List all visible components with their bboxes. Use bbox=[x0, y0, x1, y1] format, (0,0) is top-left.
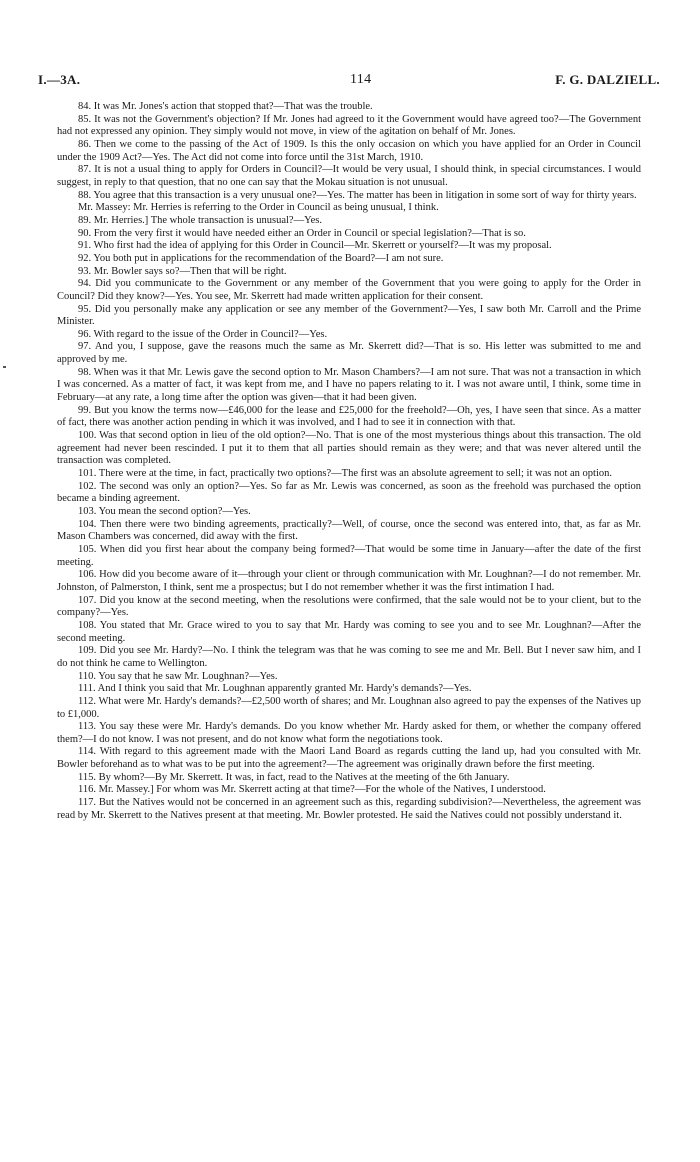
paragraph-109: 109. Did you see Mr. Hardy?—No. I think the telegram was that he was coming to see me and Mr. Bell. But I never saw him, and I do not think he came to Wellington. bbox=[57, 645, 641, 669]
paragraph-103: 103. You mean the second option?—Yes. bbox=[78, 506, 251, 517]
paragraph-102: 102. The second was only an option?—Yes. So far as Mr. Lewis was concerned, as soon as the freehold was purchased the option became a binding agreement. bbox=[57, 480, 641, 505]
paragraph-98: 98. When was it that Mr. Lewis gave the second option to Mr. Mason Chambers?—I am not sure. That was not a transaction in which I was concerned. As a matter of fact, it was kept from me, and I have no papers relating to it. I was not aware until, I think, some time in February—at any rate, a long time after the option was given—that it had been given. bbox=[57, 366, 641, 404]
document-reference: I.—3A. bbox=[38, 72, 81, 87]
interjection-massey: Mr. Massey: Mr. Herries is referring to the Order in Council as being unusual, I think. bbox=[78, 202, 439, 214]
paragraph-95: 95. Did you personally make any application or see any member of the Government?—Yes, I saw both Mr. Carroll and the Prime Minister. bbox=[57, 303, 641, 328]
paragraph-94: 94. Did you communicate to the Government or any member of the Government that you were going to apply for the Order in Council? Did they know?—Yes. You see, Mr. Skerrett had made written application for their consent. bbox=[57, 278, 641, 302]
page-header bbox=[38, 72, 660, 90]
paragraph-85: 85. It was not the Government's objection? If Mr. Jones had agreed to it the Government would have agreed too?—The Government had not expressed any opinion. They simply would not move, in view of the agitation on behalf of Mr. Jones. bbox=[57, 113, 641, 138]
paragraph-106: 106. How did you become aware of it—through your client or through communication with Mr. Loughnan?—I do not remember. Mr. Johnston, of Palmerston, I think, sent me a prospectus; but I do not remember whether it was the first intimation I had. bbox=[57, 569, 641, 593]
paragraph-105: 105. When did you first hear about the company being formed?—That would be some time in January—after the date of the first meeting. bbox=[57, 543, 641, 568]
paragraph-84: 84. It was Mr. Jones's action that stopped that?—That was the trouble. bbox=[78, 101, 373, 112]
paragraph-113: 113. You say these were Mr. Hardy's demands. Do you know whether Mr. Hardy asked for them, or whether the company offered them?—I do not know. I was not present, and do not know what form the negotiations took. bbox=[57, 721, 641, 745]
paragraph-100: 100. Was that second option in lieu of the old option?—No. That is one of the most mysterious things about this transaction. The old agreement had never been rescinded. I put it to them that all parties should remain as they were; and that was never altered until the transaction was completed. bbox=[57, 430, 641, 467]
paragraph-92: 92. You both put in applications for the recommendation of the Board?—I am not sure. bbox=[78, 252, 444, 264]
margin-mark bbox=[3, 366, 6, 368]
paragraph-90: 90. From the very first it would have needed either an Order in Council or special legislation?—That is so. bbox=[78, 227, 526, 239]
paragraph-115: 115. By whom?—By Mr. Skerrett. It was, in fact, read to the Natives at the meeting of the 6th January. bbox=[78, 771, 510, 783]
paragraph-104: 104. Then there were two binding agreements, practically?—Well, of course, once the second was entered into, that, as far as Mr. Mason Chambers was concerned, did away with the first. bbox=[57, 518, 641, 543]
paragraph-88: 88. You agree that this transaction is a very unusual one?—Yes. The matter has been in litigation in some sort of way for thirty years. bbox=[78, 189, 637, 201]
paragraph-99: 99. But you know the terms now—£46,000 for the lease and £25,000 for the freehold?—Oh, yes, I have seen that since. As a matter of fact, there was another action pending in which it was involved, and I had to see it in connection with that. bbox=[57, 404, 641, 429]
paragraph-101: 101. There were at the time, in fact, practically two options?—The first was an absolute agreement to sell; it was not an option. bbox=[78, 468, 612, 480]
paragraph-91: 91. Who first had the idea of applying for this Order in Council—Mr. Skerrett or yourself?—It was my proposal. bbox=[78, 240, 552, 252]
paragraph-114: 114. With regard to this agreement made with the Maori Land Board as regards cutting the land up, had you consulted with Mr. Bowler beforehand as to what was to be put into the agreement?—The agreement was originally drawn before the first meeting. bbox=[57, 746, 641, 771]
paragraph-108: 108. You stated that Mr. Grace wired to you to say that Mr. Hardy was coming to see you and to see Mr. Loughnan?—After the second meeting. bbox=[57, 619, 641, 644]
witness-name: F. G. DALZIELL. bbox=[555, 72, 660, 87]
paragraph-86: 86. Then we come to the passing of the Act of 1909. Is this the only occasion on which you have applied for an Order in Council under the 1909 Act?—Yes. The Act did not come into force until the 31st March, 1910. bbox=[57, 138, 641, 163]
paragraph-97: 97. And you, I suppose, gave the reasons much the same as Mr. Skerrett did?—That is so. His letter was submitted to me and approved by me. bbox=[57, 341, 641, 366]
paragraph-107: 107. Did you know at the second meeting, when the resolutions were confirmed, that the sale would not be to your client, but to the company?—Yes. bbox=[57, 594, 641, 619]
paragraph-116: 116. Mr. Massey.] For whom was Mr. Skerrett acting at that time?—For the whole of the Natives, I understood. bbox=[78, 784, 546, 796]
paragraph-93: 93. Mr. Bowler says so?—Then that will be right. bbox=[78, 265, 287, 277]
paragraph-111: 111. And I think you said that Mr. Loughnan apparently granted Mr. Hardy's demands?—Yes. bbox=[78, 683, 472, 695]
paragraph-89: 89. Mr. Herries.] The whole transaction is unusual?—Yes. bbox=[78, 214, 322, 226]
paragraph-96: 96. With regard to the issue of the Order in Council?—Yes. bbox=[78, 328, 328, 340]
page-number: 114 bbox=[350, 72, 372, 87]
paragraph-87: 87. It is not a usual thing to apply for Orders in Council?—It would be very usual, I should think, in special circumstances. I would suggest, in reply to that question, that no one can say that the Mokau situation is not unusual. bbox=[57, 164, 641, 188]
paragraph-110: 110. You say that he saw Mr. Loughnan?—Yes. bbox=[78, 670, 278, 682]
paragraph-117: 117. But the Natives would not be concerned in an agreement such as this, regarding subdivision?—Nevertheless, the agreement was read by Mr. Skerrett to the Natives present at that meeting. Mr. Bowler protested. He said the Natives could not possibly understand it. bbox=[57, 797, 641, 821]
paragraph-112: 112. What were Mr. Hardy's demands?—£2,500 worth of shares; and Mr. Loughnan also agreed to pay the expenses of the Natives up to £1,000. bbox=[57, 695, 641, 720]
page-body bbox=[57, 101, 641, 822]
